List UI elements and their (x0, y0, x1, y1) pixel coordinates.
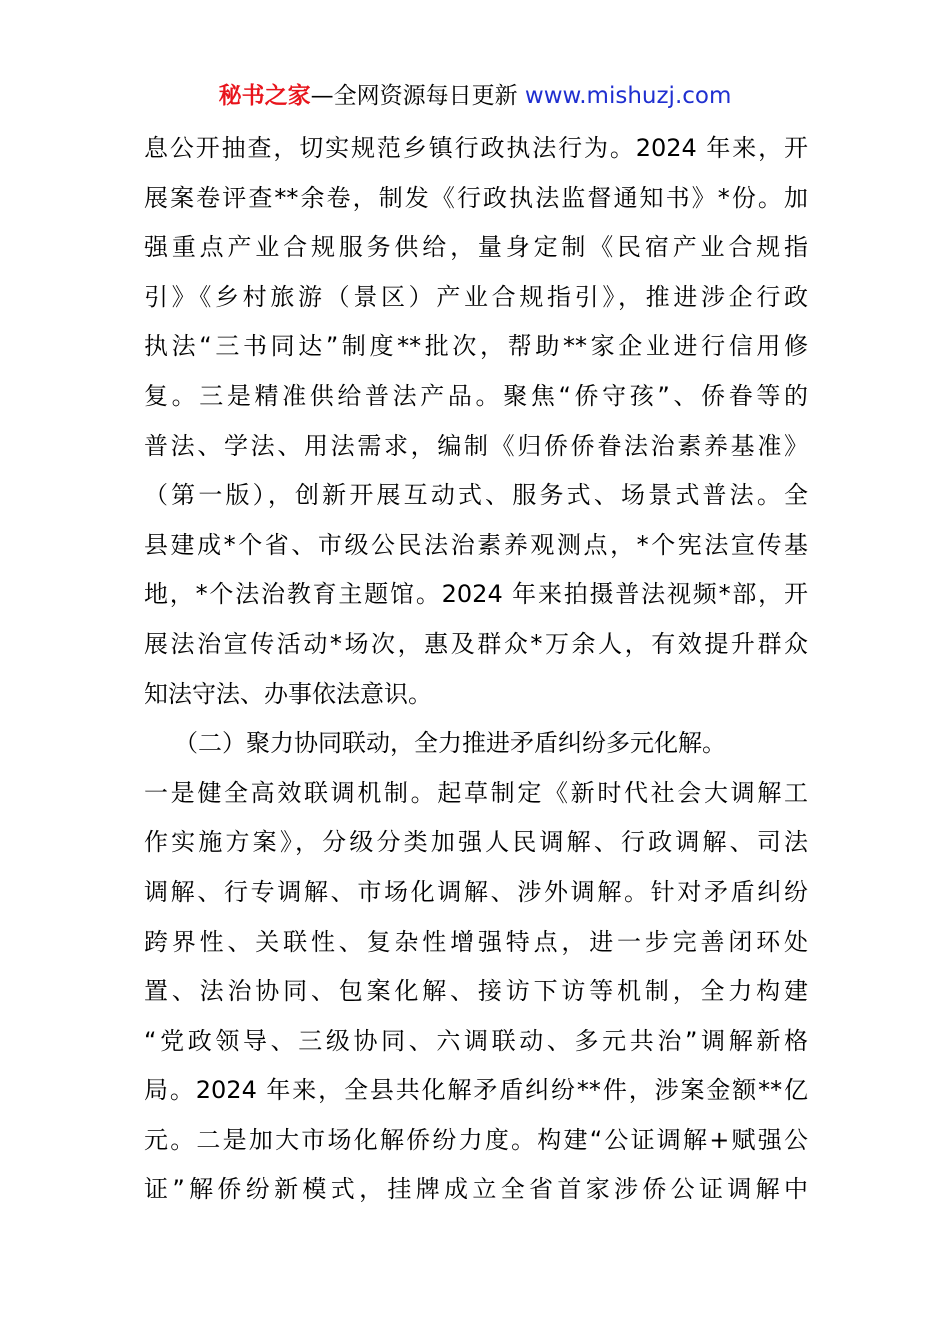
text-line: 元。二是加大市场化解侨纷力度。构建“公证调解+赋强公 (144, 1125, 808, 1154)
text-line: 引》《乡村旅游（景区）产业合规指引》，推进涉企行政 (144, 282, 808, 311)
section-heading: （二）聚力协同联动，全力推进矛盾纠纷多元化解。 (174, 729, 726, 758)
site-url-link[interactable]: www.mishuzj.com (524, 83, 732, 109)
text-line: 县建成*个省、市级公民法治素养观测点，*个宪法宣传基 (144, 530, 808, 559)
text-line: “党政领导、三级协同、六调联动、多元共治”调解新格 (144, 1026, 808, 1055)
text-line: 地，*个法治教育主题馆。2024 年来拍摄普法视频*部，开 (144, 580, 808, 609)
header-slogan: —全网资源每日更新 (310, 83, 525, 109)
text-line: 息公开抽查，切实规范乡镇行政执法行为。2024 年来，开 (144, 134, 808, 162)
brand-name: 秘书之家 (218, 83, 311, 109)
text-line: 跨界性、关联性、复杂性增强特点，进一步完善闭环处 (144, 927, 808, 956)
text-line: 普法、学法、用法需求，编制《归侨侨眷法治素养基准》 (144, 431, 808, 460)
text-line: 知法守法、办事依法意识。 (144, 679, 432, 708)
site-header (0, 80, 950, 112)
text-line: 局。2024 年来，全县共化解矛盾纠纷**件，涉案金额**亿 (144, 1076, 808, 1105)
document-body (144, 124, 808, 1215)
text-line: 展法治宣传活动*场次，惠及群众*万余人，有效提升群众 (144, 629, 808, 658)
paragraph-legal-publicity (144, 124, 808, 719)
text-line: （第一版），创新开展互动式、服务式、场景式普法。全 (144, 481, 808, 510)
text-line: 强重点产业合规服务供给，量身定制《民宿产业合规指 (144, 233, 808, 262)
text-line: 复。三是精准供给普法产品。聚焦“侨守孩”、侨眷等的 (144, 381, 808, 410)
text-line: 执法“三书同达”制度**批次，帮助**家企业进行信用修 (144, 332, 808, 361)
text-line: 置、法治协同、包案化解、接访下访等机制，全力构建 (144, 977, 808, 1006)
text-line: 一是健全高效联调机制。起草制定《新时代社会大调解工 (144, 778, 808, 807)
paragraph-dispute-resolution (144, 719, 808, 1215)
text-line: 作实施方案》，分级分类加强人民调解、行政调解、司法 (144, 828, 808, 857)
text-line: 展案卷评查**余卷，制发《行政执法监督通知书》*份。加 (144, 183, 808, 212)
text-line: 证”解侨纷新模式，挂牌成立全省首家涉侨公证调解中 (144, 1175, 808, 1204)
text-line: 调解、行专调解、市场化调解、涉外调解。针对矛盾纠纷 (144, 877, 808, 906)
